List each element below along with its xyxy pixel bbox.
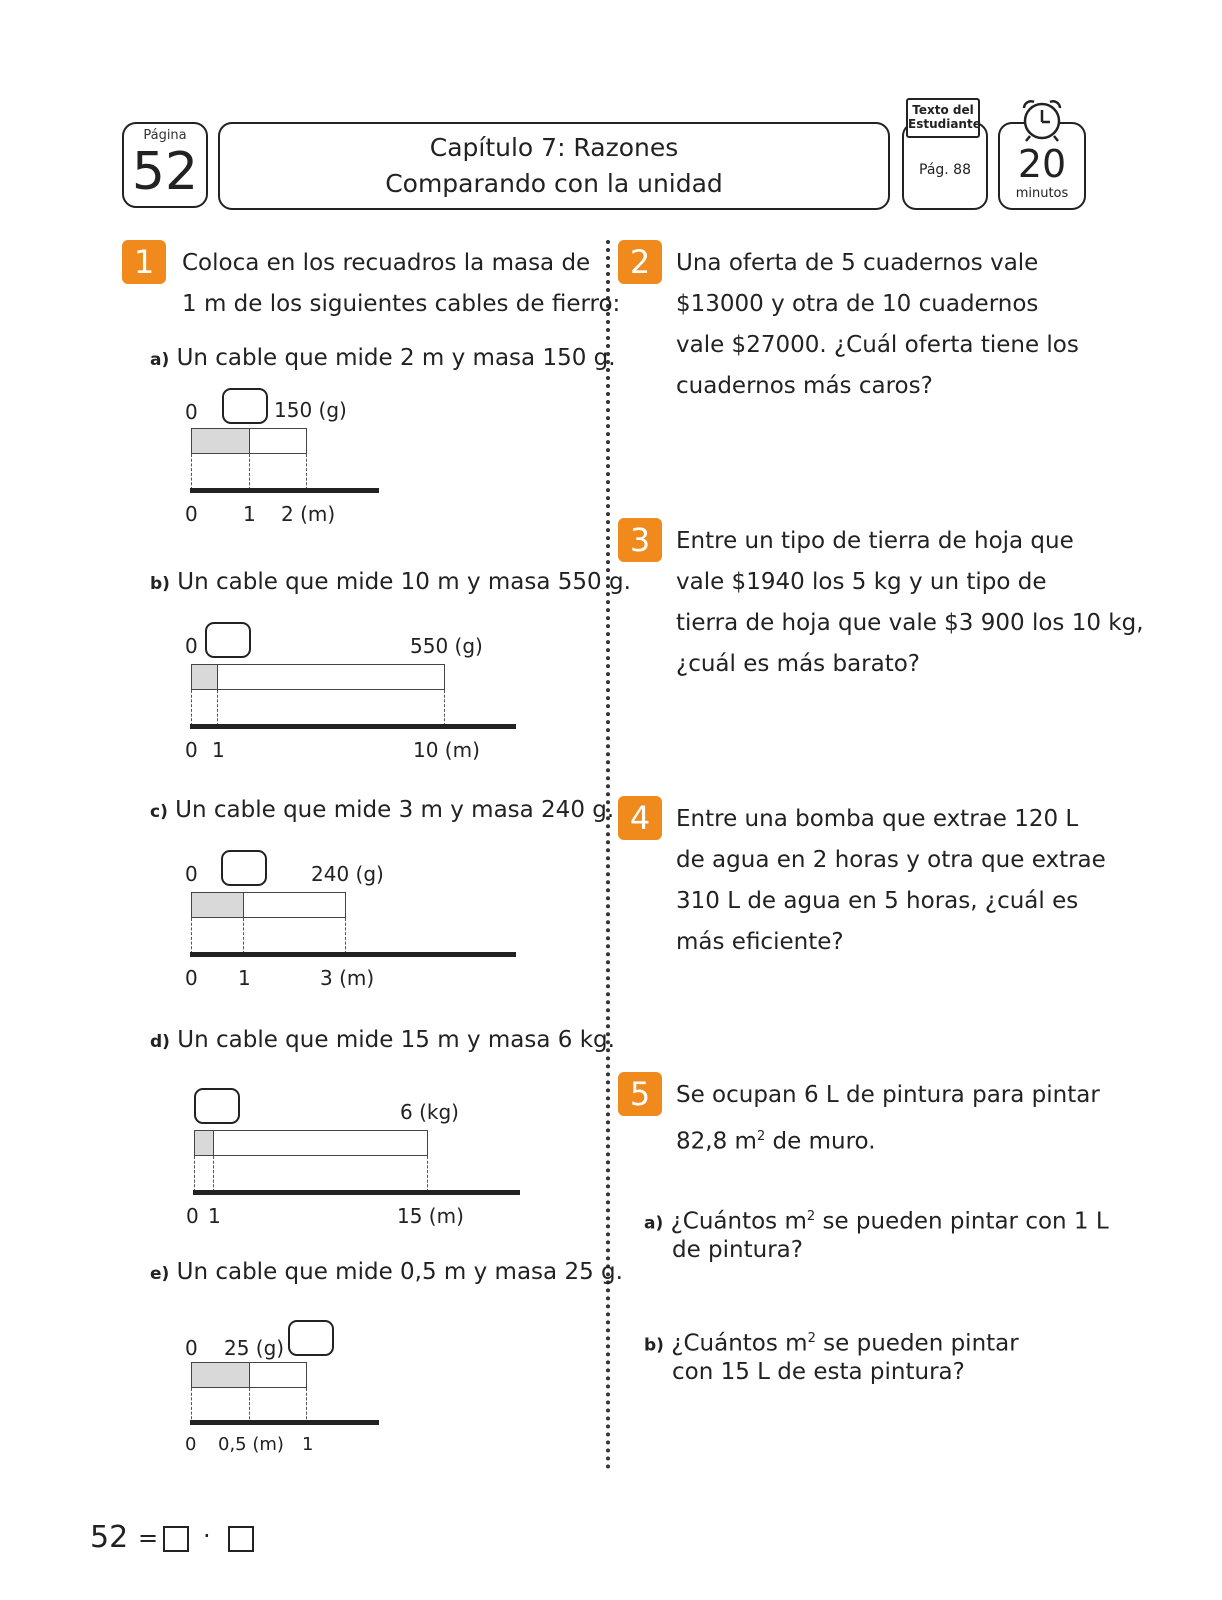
q1b-letter: b) [150, 574, 170, 594]
q3-line3: tierra de hoja que vale $3 900 los 10 kg, [676, 610, 1144, 636]
footer-dot: · [203, 1522, 211, 1550]
q1a-bottom-one: 1 [243, 502, 256, 526]
q2-line2: $13000 y otra de 10 cuadernos [676, 291, 1039, 317]
q1d-bottom-one: 1 [208, 1204, 221, 1228]
q1b-bottom-zero: 0 [185, 738, 198, 762]
q3-line2: vale $1940 los 5 kg y un tipo de [676, 569, 1047, 595]
q1d-bottom-zero: 0 [186, 1204, 199, 1228]
page-number-box [122, 122, 208, 208]
chapter-subtitle: Comparando con la unidad [385, 169, 723, 198]
q1d-length-line [193, 1190, 520, 1195]
minutes-value: 20 [1017, 142, 1067, 186]
question-2-badge: 2 [618, 240, 662, 284]
q5b-line1: b) ¿Cuántos $m^2$ se pueden pintar [644, 1330, 1019, 1357]
q1b-bottom-one: 1 [212, 738, 225, 762]
page-number: 52 [131, 142, 199, 202]
q1e-top-value: 25 (g) [224, 1336, 285, 1360]
q5a-line1: a) ¿Cuántos $m^2$ se pueden pintar con 1 L [644, 1208, 1109, 1235]
q1e-mass-bar [191, 1362, 307, 1388]
minutes-label: minutos [1015, 186, 1069, 201]
q1a-bottom-value: 2 (m) [281, 502, 336, 526]
q1e-length-line [190, 1420, 379, 1425]
q1-line2: 1 m de los siguientes cables de fierro: [182, 291, 621, 317]
q1c-mass-bar [191, 892, 346, 918]
q1e-text: Un cable que mide 0,5 m y masa 25 g. [176, 1259, 623, 1285]
q1c-text: Un cable que mide 3 m y masa 240 g. [175, 797, 615, 823]
q2-line4: cuadernos más caros? [676, 373, 933, 399]
q1b-bottom-value: 10 (m) [413, 738, 480, 762]
q1c-top-value: 240 (g) [311, 862, 384, 886]
q1-line1: Coloca en los recuadros la masa de [182, 250, 591, 276]
q1e-letter: e) [150, 1264, 170, 1284]
q5a-line2: de pintura? [672, 1237, 803, 1263]
q5b-line2: con 15 L de esta pintura? [672, 1359, 965, 1385]
q1b-top-value: 550 (g) [410, 634, 483, 658]
chapter-title-box [218, 122, 890, 210]
footer-number: 52 [90, 1520, 129, 1555]
book-page-reference: Pág. 88 [919, 162, 971, 178]
q1a-mass-bar [191, 428, 307, 454]
book-label-line2: Estudiante [908, 117, 981, 131]
q1a-length-line [190, 488, 379, 493]
q1a-text: Un cable que mide 2 m y masa 150 g. [176, 345, 616, 371]
footer-box-1[interactable] [163, 1526, 189, 1552]
q5a-letter: a) [644, 1213, 664, 1234]
q1e-bottom-zero: 0 [185, 1434, 197, 1455]
q1a-top-value: 150 (g) [274, 398, 347, 422]
footer-equals: = [138, 1524, 159, 1552]
page-label: Página [143, 128, 187, 143]
q1a-bottom-zero: 0 [185, 502, 198, 526]
question-4-badge: 4 [618, 796, 662, 840]
q1d-top-value: 6 (kg) [400, 1100, 459, 1124]
q4-line3: 310 L de agua en 5 horas, ¿cuál es [676, 888, 1079, 914]
q1a-statement [150, 338, 616, 381]
q1c-letter: c) [150, 802, 168, 822]
q3-line4: ¿cuál es más barato? [676, 651, 921, 677]
q1e-bottom-half: 0,5 (m) [218, 1434, 284, 1455]
q1c-bottom-one: 1 [238, 966, 251, 990]
q1c-bottom-value: 3 (m) [320, 966, 375, 990]
q1b-answer-box[interactable] [205, 622, 251, 658]
q4-line1: Entre una bomba que extrae 120 L [676, 806, 1079, 832]
q2-line1: Una oferta de 5 cuadernos vale [676, 250, 1039, 276]
q1b-statement [150, 562, 631, 605]
q1b-mass-bar [191, 664, 445, 690]
q1a-top-zero: 0 [185, 400, 198, 424]
book-label-line1: Texto del [912, 103, 974, 117]
chapter-title: Capítulo 7: Razones [429, 133, 679, 162]
q1c-statement [150, 790, 614, 833]
q1c-top-zero: 0 [185, 862, 198, 886]
question-5-badge: 5 [618, 1072, 662, 1116]
q5-line1: Se ocupan 6 L de pintura para pintar [676, 1082, 1100, 1108]
q1b-top-zero: 0 [185, 634, 198, 658]
q1b-length-line [190, 724, 516, 729]
q5b-letter: b) [644, 1335, 664, 1356]
q1d-bottom-value: 15 (m) [397, 1204, 464, 1228]
q1c-bottom-zero: 0 [185, 966, 198, 990]
q1e-answer-box[interactable] [288, 1320, 334, 1356]
q5-line2: 82,8 $m^2$ de muro. [676, 1128, 876, 1155]
q1d-statement [150, 1020, 615, 1063]
q1a-answer-box[interactable] [222, 388, 268, 424]
q1a-letter: a) [150, 350, 170, 370]
q1d-letter: d) [150, 1032, 170, 1052]
q2-line3: vale $27000. ¿Cuál oferta tiene los [676, 332, 1079, 358]
question-3-badge: 3 [618, 518, 662, 562]
alarm-clock-icon [1016, 96, 1068, 142]
book-icon [906, 98, 980, 138]
q1c-answer-box[interactable] [221, 850, 267, 886]
q1b-text: Un cable que mide 10 m y masa 550 g. [177, 569, 631, 595]
footer-box-2[interactable] [228, 1526, 254, 1552]
q4-line4: más eficiente? [676, 929, 844, 955]
q4-line2: de agua en 2 horas y otra que extrae [676, 847, 1106, 873]
q1c-length-line [190, 952, 516, 957]
q1d-text: Un cable que mide 15 m y masa 6 kg. [177, 1027, 615, 1053]
q1e-top-zero: 0 [185, 1336, 198, 1360]
q3-line1: Entre un tipo de tierra de hoja que [676, 528, 1074, 554]
q1e-bottom-one: 1 [302, 1434, 314, 1455]
q1d-mass-bar [194, 1130, 428, 1156]
q1e-statement [150, 1252, 623, 1295]
q1d-answer-box[interactable] [194, 1088, 240, 1124]
question-1-badge: 1 [122, 240, 166, 284]
